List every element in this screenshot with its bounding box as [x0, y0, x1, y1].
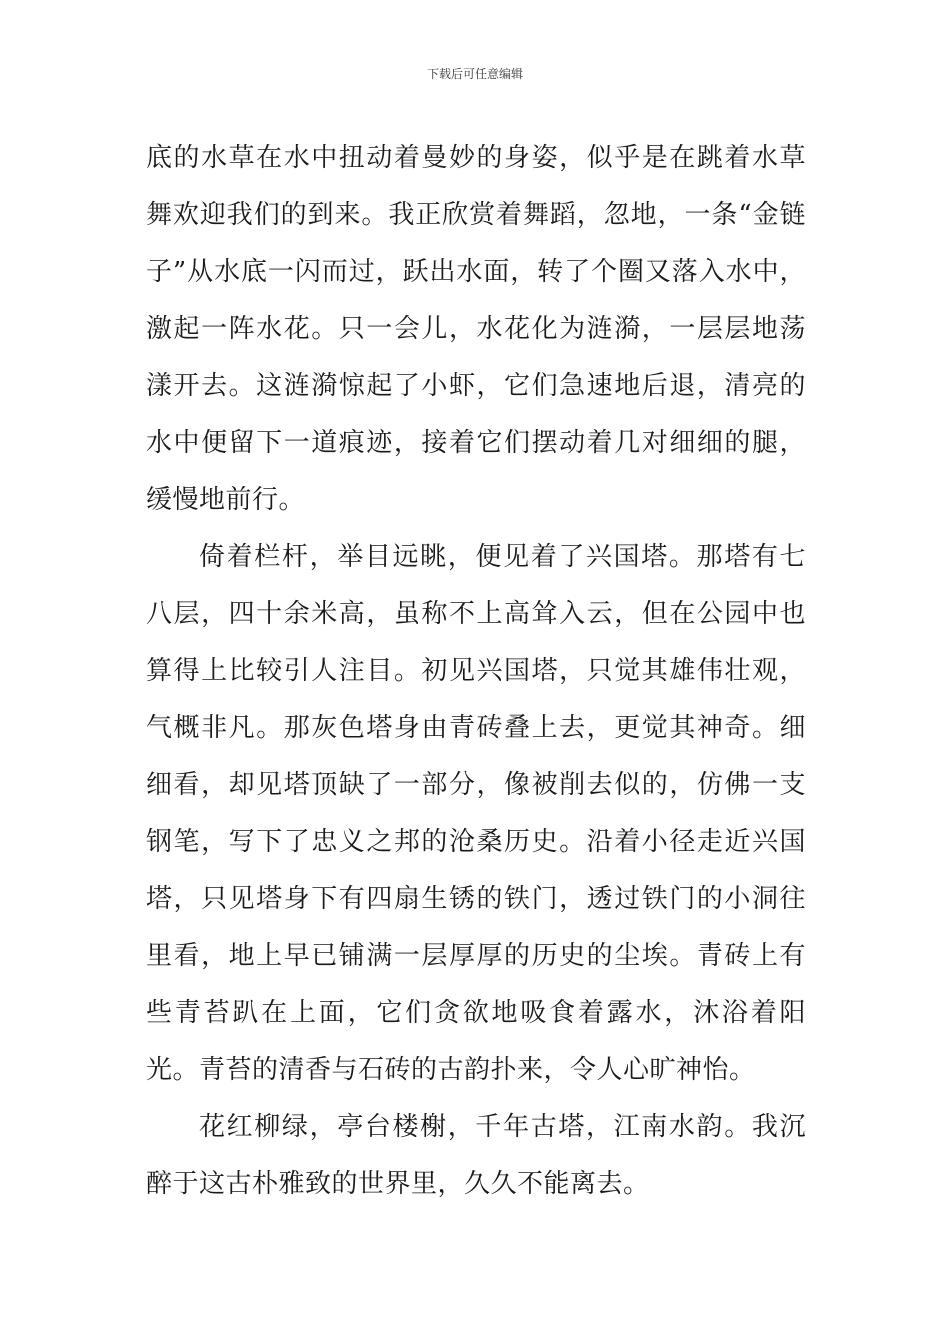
paragraph-closing: 花红柳绿，亭台楼榭，千年古塔，江南水韵。我沉醉于这古朴雅致的世界里，久久不能离去。 [146, 1112, 806, 1199]
paragraph-continued: 底的水草在水中扭动着曼妙的身姿，似乎是在跳着水草舞欢迎我们的到来。我正欣赏着舞蹈，忽地，一条“金链子”从水底一闪而过，跃出水面，转了个圈又落入水中，激起一阵水花。只一会儿，水花化为涟漪，一层层地荡漾开去。这涟漪惊起了小虾，它们急速地后退，清亮的水中便留下一道痕迹，接着它们摆动着几对细细的腿，缓慢地前行。 [146, 143, 806, 515]
paragraph-tower: 倚着栏杆，举目远眺，便见着了兴国塔。那塔有七八层，四十余米高，虽称不上高耸入云，但在公园中也算得上比较引人注目。初见兴国塔，只觉其雄伟壮观，气概非凡。那灰色塔身由青砖叠上去，更觉其神奇。细细看，却见塔顶缺了一部分，像被削去似的，仿佛一支钢笔，写下了忠义之邦的沧桑历史。沿着小径走近兴国塔，只见塔身下有四扇生锈的铁门，透过铁门的小洞往里看，地上早已铺满一层厚厚的历史的尘埃。青砖上有些青苔趴在上面，它们贪欲地吸食着露水，沐浴着阳光。青苔的清香与石砖的古韵扑来，令人心旷神怡。 [146, 542, 806, 1085]
page-header-note: 下载后可任意编辑 [426, 67, 523, 81]
article-body [146, 130, 806, 1213]
